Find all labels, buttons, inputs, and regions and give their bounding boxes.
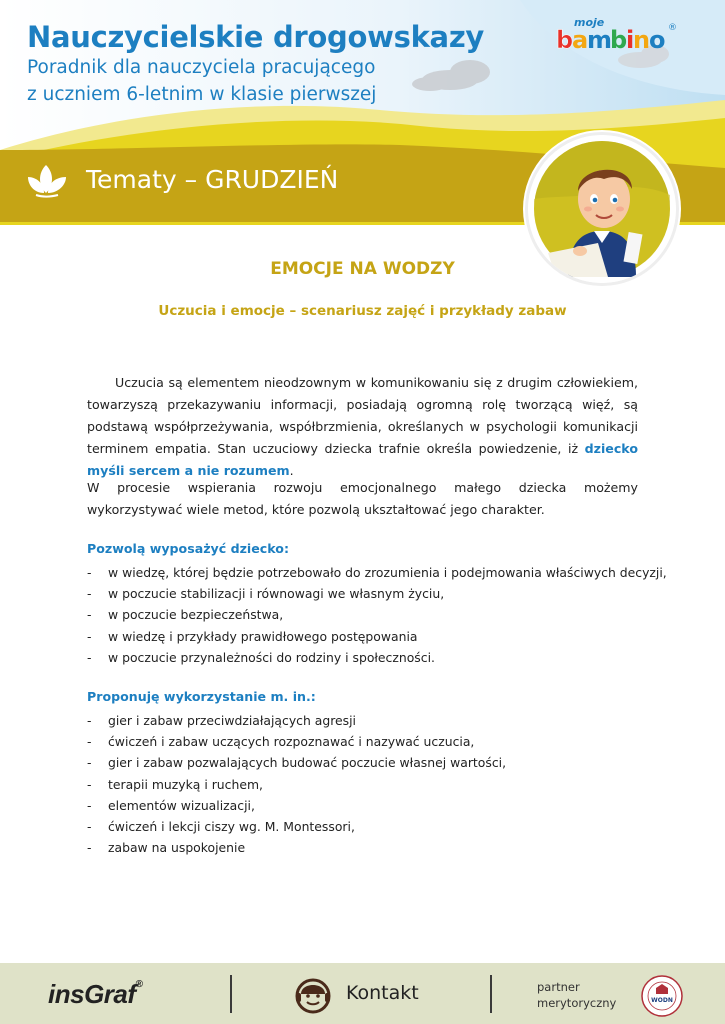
svg-text:n: n [633, 26, 651, 54]
section-heading-equip: Pozwolą wyposażyć dziecko: [87, 541, 289, 556]
list-item: - gier i zabaw pozwalających budować poczucie własnej wartości, [87, 755, 507, 771]
lotus-leaf-icon [26, 163, 68, 199]
svg-text:i: i [626, 26, 635, 54]
kontakt-link[interactable]: Kontakt [346, 982, 419, 1004]
intro-highlight: dziecko myśli sercem a nie rozumem [87, 441, 638, 478]
svg-text:o: o [649, 26, 666, 54]
list-item: - w wiedzę, której będzie potrzebowało do zrozumienia i podejmowania właściwych decyzji, [87, 565, 667, 580]
svg-text:WODN: WODN [651, 997, 673, 1004]
insgraf-logo[interactable]: insGraf® [48, 979, 143, 1009]
svg-text:moje: moje [574, 16, 605, 29]
svg-text:a: a [572, 26, 589, 54]
article-heading: EMOCJE NA WODZY [270, 259, 455, 279]
page-title: Nauczycielskie drogowskazy [27, 20, 485, 54]
svg-text:b: b [556, 26, 574, 54]
list-item: - w poczucie przynależności do rodziny i społeczności. [87, 649, 435, 665]
list-item: - ćwiczeń i zabaw uczących rozpoznawać i nazywać uczucia, [87, 734, 475, 750]
svg-text:®: ® [668, 23, 677, 33]
intro-paragraph-text: Uczucia są elementem nieodzownym w komunikowaniu się z drugim człowiekiem, towarzyszą przekazywaniu informacji, posiadają ogromną rolę tworzącą więź, są podstawą współprzeżywania, współbrzmienia, określanych w psychologii komunikacji terminem empatia. Stan uczuciowy dziecka trafnie określa powiedzenie, iż [87, 375, 638, 456]
bambino-logo [552, 14, 702, 54]
list-item: - gier i zabaw przeciwdziałających agresji [87, 713, 356, 728]
svg-text:m: m [587, 26, 613, 54]
list-item: - zabaw na uspokojenie [87, 840, 246, 856]
topic-month-label: Tematy – GRUDZIEŃ [86, 165, 339, 194]
footer-divider [490, 975, 492, 1013]
footer-divider [230, 975, 232, 1013]
intro-paragraph-end: . [289, 463, 294, 478]
list-item: - w poczucie bezpieczeństwa, [87, 607, 284, 623]
list-item: - elementów wizualizacji, [87, 797, 255, 813]
subtitle-line-1: Poradnik dla nauczyciela pracującego [27, 57, 376, 78]
list-item: - terapii muzyką i ruchem, [87, 776, 263, 792]
equip-list [87, 562, 667, 668]
article-subheading: Uczucia i emocje – scenariusz zajęć i przykłady zabaw [158, 303, 567, 319]
wodn-seal-icon[interactable] [640, 974, 684, 1018]
list-item: - ćwiczeń i lekcji ciszy wg. M. Montessori, [87, 819, 355, 835]
intro-paragraph [87, 372, 638, 482]
headset-face-icon[interactable] [294, 976, 332, 1014]
section-heading-propose: Proponuję wykorzystanie m. in.: [87, 689, 316, 704]
subtitle-line-2: z uczniem 6-letnim w klasie pierwszej [27, 84, 377, 105]
partner-label: partner merytoryczny [537, 980, 617, 1010]
svg-text:b: b [610, 26, 628, 54]
list-item: - w poczucie stabilizacji i równowagi we własnym życiu, [87, 586, 445, 602]
list-item: - w wiedzę i przykłady prawidłowego postępowania [87, 628, 418, 644]
footer [0, 963, 725, 1024]
methods-paragraph: W procesie wspierania rozwoju emocjonalnego małego dziecka możemy wykorzystywać wiele metod, które pozwolą ukształtować jego charakter. [87, 480, 638, 517]
propose-list [87, 710, 506, 858]
